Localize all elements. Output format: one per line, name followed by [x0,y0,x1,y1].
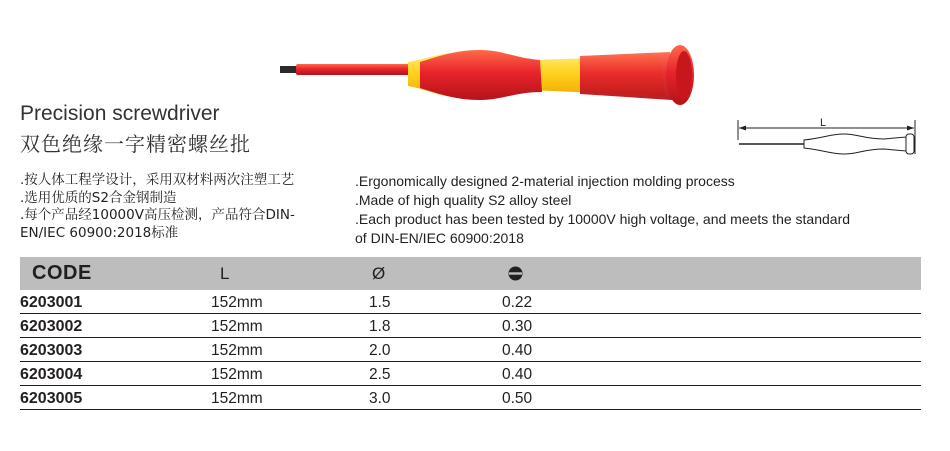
header-diameter: Ø [372,264,386,283]
header-length: L [220,264,230,283]
length-value: 152mm [211,390,263,407]
length-label: L [820,118,827,129]
description-english [355,172,915,248]
table-row [20,338,921,362]
length-value: 152mm [211,294,263,311]
length-value: 152mm [211,366,263,383]
screwdriver-product-image [280,38,700,114]
tip-size-value: 0.40 [502,366,533,383]
description-cn-line: .按人体工程学设计，采用双材料两次注塑工艺 [20,172,295,188]
description-en-line: .Made of high quality S2 alloy steel [355,192,572,208]
table-row [20,314,921,338]
diameter-value: 2.5 [369,366,391,383]
product-code: 6203003 [20,342,83,359]
description-en-line: .Each product has been tested by 10000V high voltage, and meets the standard of DIN-EN/IEC 60900:2018 [355,211,851,246]
product-title-english: Precision screwdriver [20,102,220,125]
specification-table [20,257,921,410]
description-en-line: .Ergonomically designed 2-material injection molding process [355,173,735,189]
diameter-value: 2.0 [369,342,391,359]
tip-size-value: 0.30 [502,318,533,335]
tip-size-value: 0.40 [502,342,533,359]
diameter-value: 3.0 [369,390,391,407]
table-row [20,386,921,410]
length-dimension-diagram [734,118,920,162]
product-code: 6203005 [20,390,83,407]
diameter-value: 1.5 [369,294,391,311]
description-cn-line: .选用优质的S2合金钢制造 [20,189,177,206]
tip-size-value: 0.22 [502,294,533,311]
product-code: 6203002 [20,318,83,335]
length-value: 152mm [211,318,263,335]
header-code: CODE [32,262,92,284]
table-row [20,290,921,314]
description-chinese [20,172,340,242]
tip-size-value: 0.50 [502,390,533,407]
product-code: 6203001 [20,294,83,311]
description-cn-line: .每个产品经10000V高压检测，产品符合DIN- EN/IEC 60900:2018标准 [20,207,295,241]
product-title-chinese: 双色绝缘一字精密螺丝批 [20,132,251,156]
product-code: 6203004 [20,366,83,383]
table-header [20,257,921,290]
diameter-value: 1.8 [369,318,391,335]
length-value: 152mm [211,342,263,359]
slotted-tip-icon [508,266,523,281]
table-row [20,362,921,386]
